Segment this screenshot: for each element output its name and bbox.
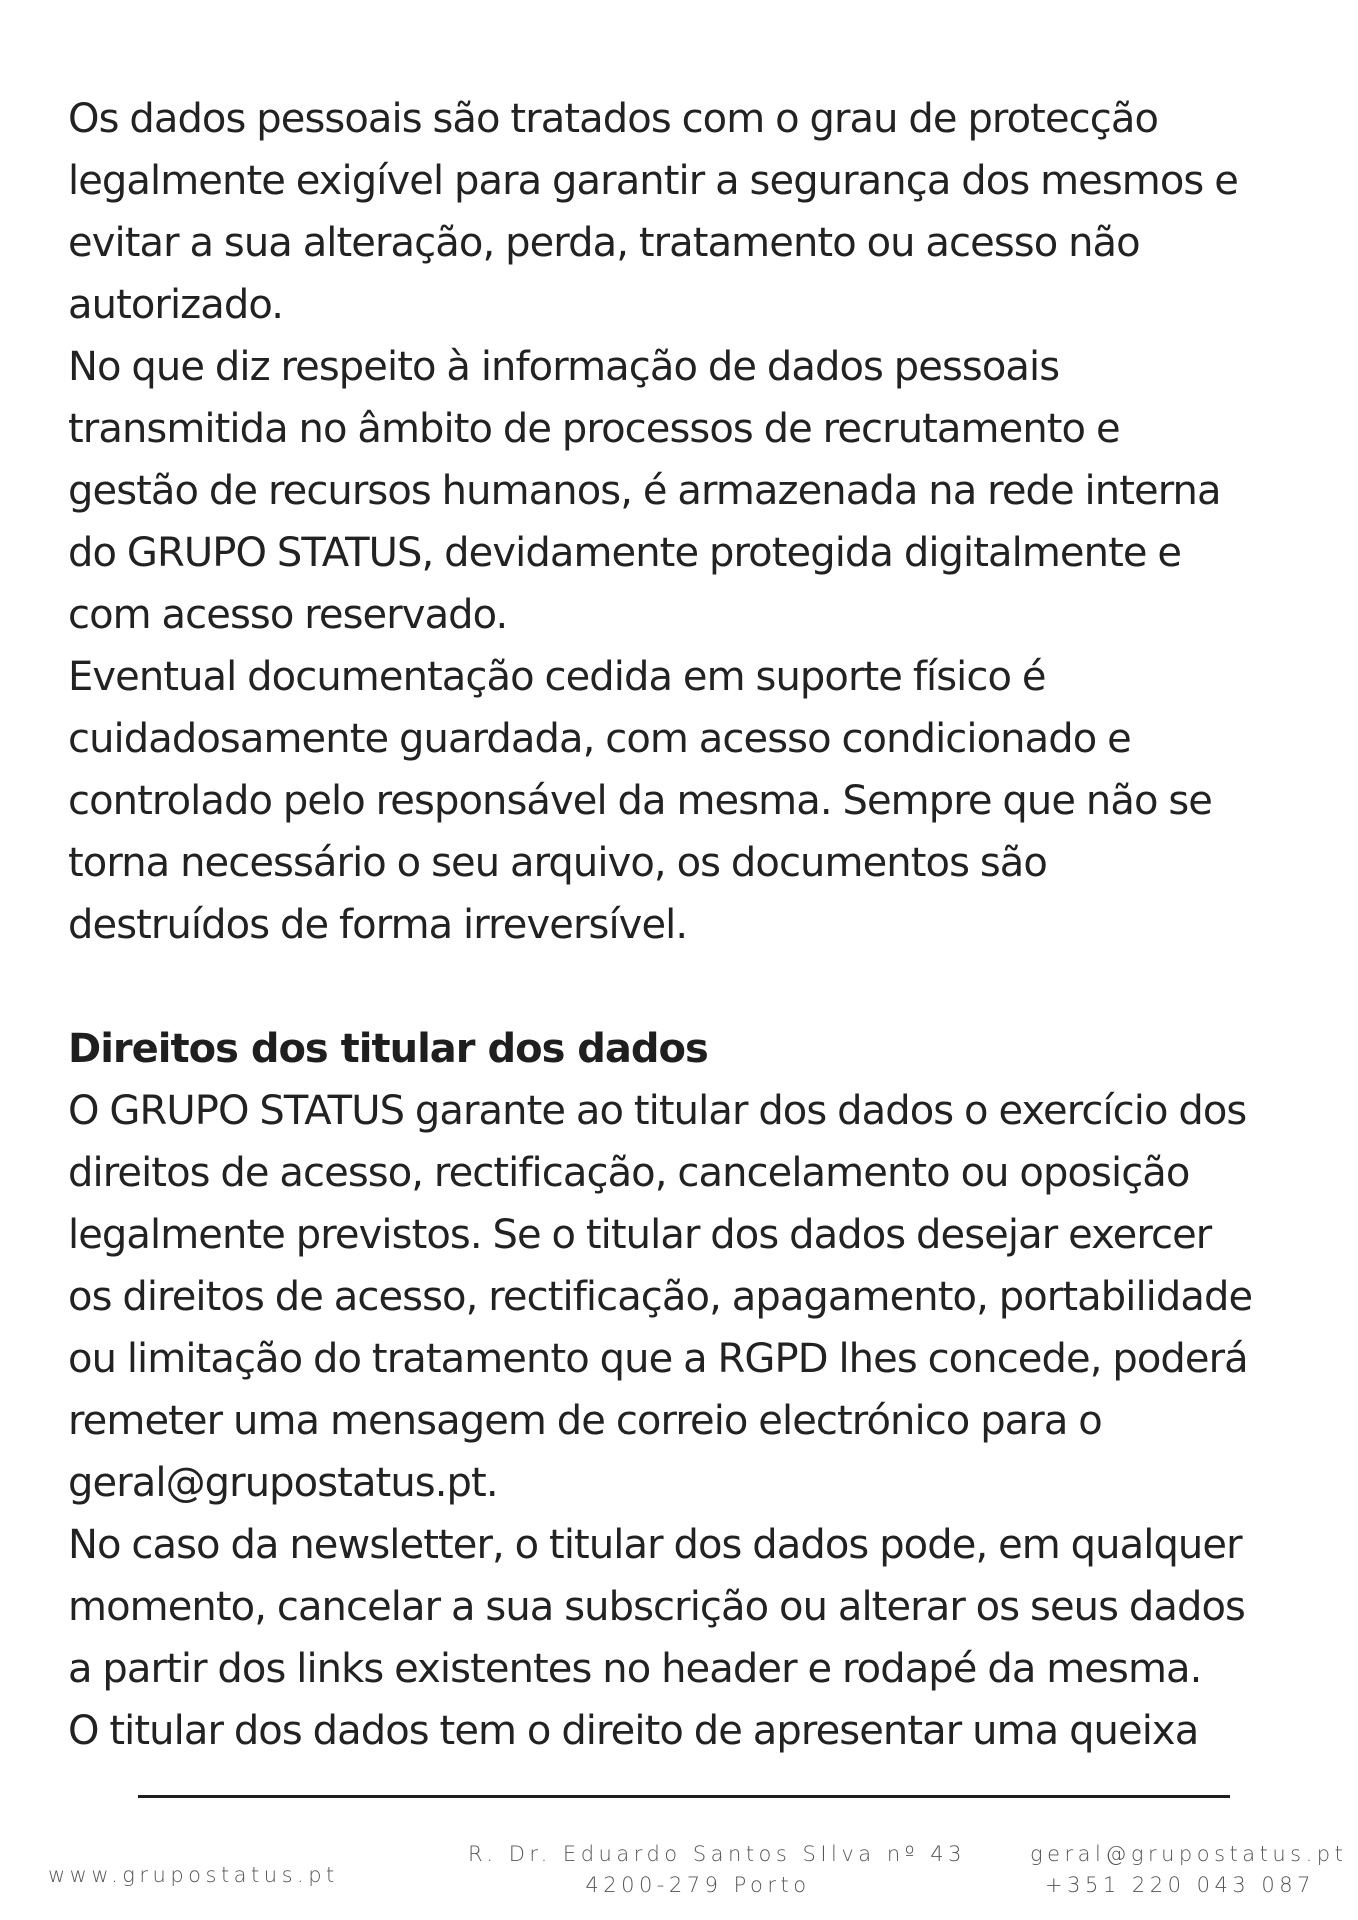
paragraph-recruitment-data <box>68 336 1318 646</box>
text-line: Os dados pessoais são tratados com o grau de protecção <box>68 96 1159 142</box>
spacer <box>68 956 1318 1018</box>
document-body <box>68 88 1318 1762</box>
text-line: os direitos de acesso, rectificação, apagamento, portabilidade <box>68 1274 1253 1320</box>
section-heading: Direitos dos titular dos dados <box>68 1026 708 1072</box>
text-line: O GRUPO STATUS garante ao titular dos dados o exercício dos <box>68 1088 1247 1134</box>
text-line: Eventual documentação cedida em suporte físico é <box>68 654 1046 700</box>
footer-address <box>468 1839 966 1901</box>
text-line: No caso da newsletter, o titular dos dados pode, em qualquer <box>68 1522 1242 1568</box>
text-line: legalmente exigível para garantir a segurança dos mesmos e <box>68 158 1238 204</box>
website-text: www.grupostatus.pt <box>48 1863 339 1887</box>
address-line-1: R. Dr. Eduardo Santos SIlva nº 43 <box>468 1842 966 1866</box>
text-line: gestão de recursos humanos, é armazenada na rede interna <box>68 468 1221 514</box>
paragraph-physical-documents <box>68 646 1318 956</box>
text-line: cuidadosamente guardada, com acesso condicionado e <box>68 716 1131 762</box>
text-line: destruídos de forma irreversível. <box>68 902 688 948</box>
text-line: No que diz respeito à informação de dados pessoais <box>68 344 1060 390</box>
footer-contact <box>1030 1839 1348 1901</box>
text-line: geral@grupostatus.pt. <box>68 1460 498 1506</box>
paragraph-rights <box>68 1080 1318 1514</box>
text-line: evitar a sua alteração, perda, tratamento ou acesso não <box>68 220 1140 266</box>
text-line: momento, cancelar a sua subscrição ou alterar os seus dados <box>68 1584 1245 1630</box>
text-line: torna necessário o seu arquivo, os documentos são <box>68 840 1047 886</box>
text-line: legalmente previstos. Se o titular dos dados desejar exercer <box>68 1212 1212 1258</box>
paragraph-data-protection <box>68 88 1318 336</box>
text-line: com acesso reservado. <box>68 592 508 638</box>
text-line: remeter uma mensagem de correio electrónico para o <box>68 1398 1102 1444</box>
address-line-2: 4200-279 Porto <box>585 1873 811 1897</box>
paragraph-newsletter <box>68 1514 1318 1700</box>
text-line: direitos de acesso, rectificação, cancelamento ou oposição <box>68 1150 1190 1196</box>
paragraph-complaint <box>68 1700 1318 1762</box>
text-line: controlado pelo responsável da mesma. Sempre que não se <box>68 778 1212 824</box>
text-line: ou limitação do tratamento que a RGPD lhes concede, poderá <box>68 1336 1248 1382</box>
text-line: transmitida no âmbito de processos de recrutamento e <box>68 406 1120 452</box>
footer-website <box>48 1860 339 1891</box>
text-line: autorizado. <box>68 282 284 328</box>
footer-phone: +351 220 043 087 <box>1045 1873 1315 1897</box>
footer-email: geral@grupostatus.pt <box>1030 1842 1348 1866</box>
text-line: O titular dos dados tem o direito de apresentar uma queixa <box>68 1708 1199 1754</box>
text-line: do GRUPO STATUS, devidamente protegida digitalmente e <box>68 530 1182 576</box>
text-line: a partir dos links existentes no header e rodapé da mesma. <box>68 1646 1202 1692</box>
footer-divider <box>138 1795 1230 1798</box>
